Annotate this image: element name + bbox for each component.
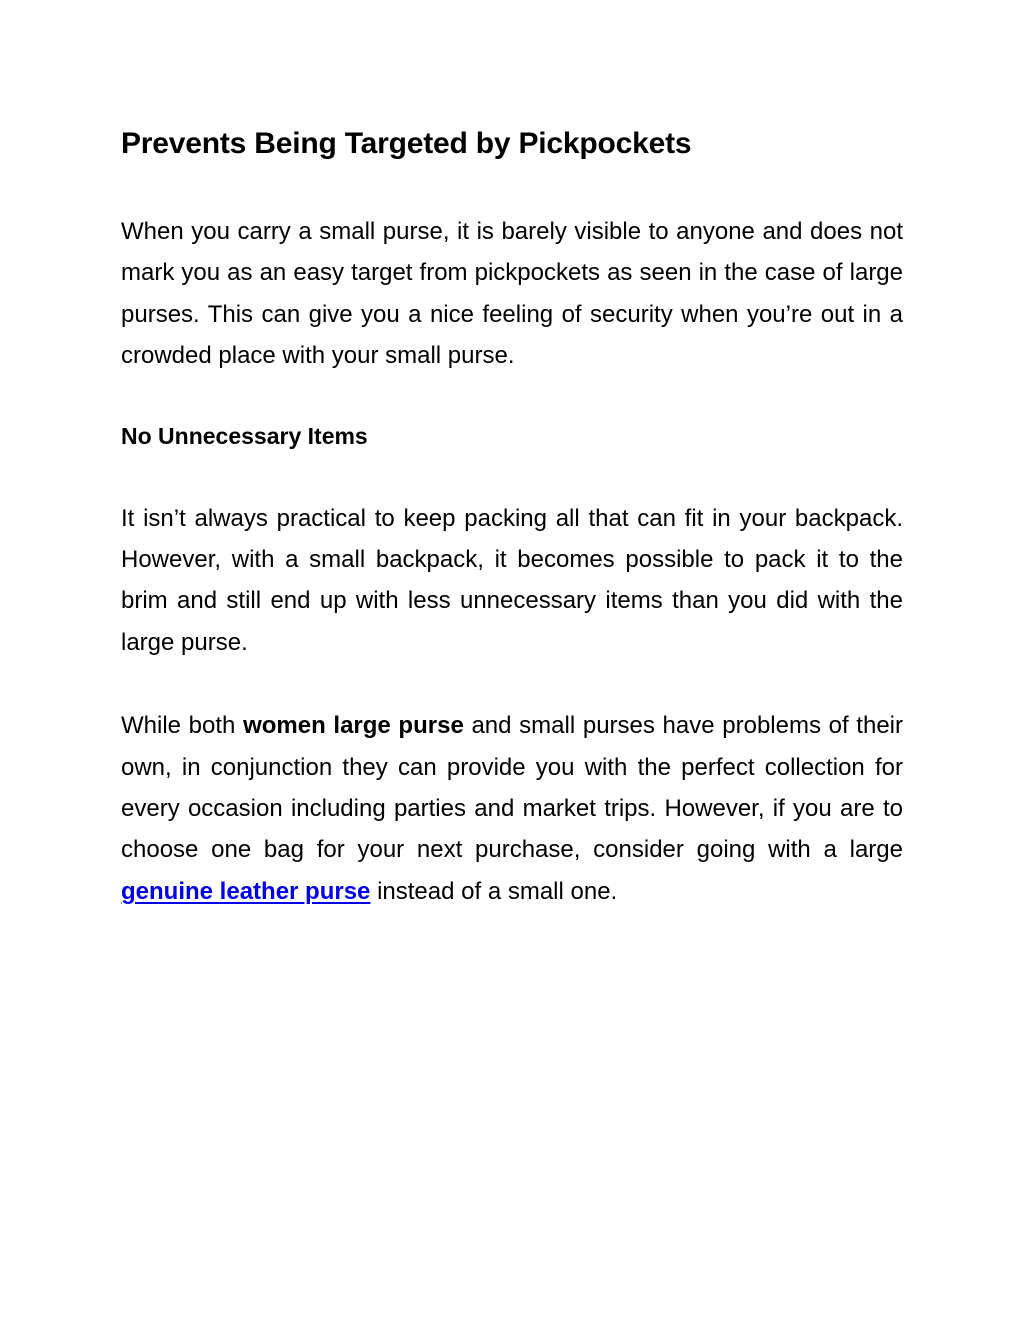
conclusion-text-after: instead of a small one. [370,877,618,905]
section-heading-unnecessary-items: No Unnecessary Items [121,422,368,449]
paragraph-conclusion [121,705,903,912]
bold-phrase-women-large-purse: women large purse [243,712,464,740]
section-heading-pickpockets: Prevents Being Targeted by Pickpockets [121,127,692,160]
paragraph-pickpockets: When you carry a small purse, it is barely visible to anyone and does not mark you as an easy target from pickpockets as seen in the case of large purses. This can give you a nice feeling of security when you’re out in a crowded place with your small purse. [121,218,903,370]
document-page [121,122,903,912]
conclusion-text-middle: and small purses have problems of their own, in conjunction they can provide you with the perfect collection for every occasion including parties and market trips. However, if you are to choose one bag for your next purchase, consider going with a large [121,712,903,864]
paragraph-unnecessary-items: It isn’t always practical to keep packing all that can fit in your backpack. However, with a small backpack, it becomes possible to pack it to the brim and still end up with less unnecessary items than you did with the large purse. [121,504,903,656]
genuine-leather-purse-link[interactable]: genuine leather purse [121,877,371,905]
conclusion-text-before: While both [121,712,244,740]
